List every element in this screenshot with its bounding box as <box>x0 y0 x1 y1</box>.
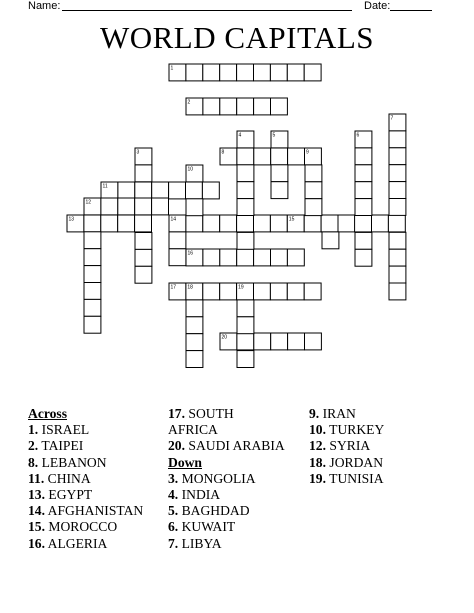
grid-cell[interactable] <box>186 64 203 81</box>
clue-item <box>28 471 143 487</box>
clue-text: TUNISIA <box>326 470 384 486</box>
grid-cell[interactable] <box>355 232 372 249</box>
clue-item <box>309 438 384 454</box>
clue-text: CHINA <box>44 470 91 486</box>
grid-cell[interactable] <box>389 131 406 148</box>
grid-cell[interactable] <box>203 249 220 266</box>
grid-cell[interactable] <box>355 148 372 165</box>
cell-number: 8 <box>221 149 225 156</box>
grid-cell[interactable] <box>271 182 288 199</box>
grid-cell[interactable] <box>186 215 203 232</box>
grid-cell[interactable] <box>389 249 406 266</box>
clue-number: 17. <box>168 406 185 421</box>
cell-number: 14 <box>170 216 177 223</box>
grid-cell[interactable] <box>84 232 101 249</box>
clue-number: 6. <box>168 519 179 535</box>
clue-text: TAIPEI <box>38 438 84 454</box>
grid-cell[interactable] <box>237 317 254 334</box>
clue-number: 2. <box>28 438 39 454</box>
cell-number: 19 <box>238 284 244 291</box>
grid-cell[interactable] <box>220 283 237 300</box>
grid-cell[interactable] <box>254 98 271 115</box>
clue-number: 3. <box>168 470 179 486</box>
clue-text: ISRAEL <box>38 422 90 438</box>
grid-cell[interactable] <box>135 249 152 266</box>
page-title: WORLD CAPITALS <box>99 20 375 55</box>
grid-cell[interactable] <box>254 215 271 232</box>
clues-column-2 <box>168 406 285 552</box>
grid-cell[interactable] <box>135 266 152 283</box>
clue-item <box>309 406 384 422</box>
clue-item <box>168 503 285 519</box>
grid-cell[interactable] <box>152 182 169 199</box>
grid-cell[interactable] <box>237 232 254 249</box>
cell-number: 17 <box>170 284 177 291</box>
grid-cell[interactable] <box>304 64 321 81</box>
grid-cell[interactable] <box>355 182 372 199</box>
cell-number: 7 <box>390 115 394 122</box>
grid-cell[interactable] <box>305 182 322 199</box>
clue-item <box>28 455 143 471</box>
grid-cell[interactable] <box>237 333 254 350</box>
grid-cell[interactable] <box>355 249 372 266</box>
clue-number: 12. <box>309 438 326 454</box>
clue-item <box>309 422 384 438</box>
grid-cell[interactable] <box>101 215 118 232</box>
grid-cell[interactable] <box>220 98 237 115</box>
grid-cell[interactable] <box>186 199 203 216</box>
grid-cell[interactable] <box>220 64 237 81</box>
grid-cell[interactable] <box>84 266 101 283</box>
clue-number: 14. <box>28 503 45 519</box>
grid-cell[interactable] <box>118 198 135 215</box>
grid-cell[interactable] <box>305 165 322 182</box>
grid-cell[interactable] <box>186 351 203 368</box>
cell-number: 10 <box>187 166 194 173</box>
clue-item <box>28 503 143 519</box>
clue-item <box>168 536 285 552</box>
clue-item <box>309 455 384 471</box>
clue-item <box>28 536 143 552</box>
clue-text: AFRICA <box>168 422 218 438</box>
grid-cell[interactable] <box>254 249 271 266</box>
cell-number: 1 <box>170 65 174 72</box>
grid-cell[interactable] <box>237 64 254 81</box>
clue-text: SOUTH <box>185 406 234 421</box>
cell-number: 11 <box>102 183 108 190</box>
clue-item <box>28 422 143 438</box>
clue-number: 20. <box>168 438 185 454</box>
grid-cell[interactable] <box>254 148 271 165</box>
clue-number: 13. <box>28 487 45 503</box>
cell-number: 13 <box>68 216 75 223</box>
grid-cell[interactable] <box>389 182 406 199</box>
grid-cell[interactable] <box>237 98 254 115</box>
clue-number: 1. <box>28 422 39 438</box>
cell-number: 18 <box>187 284 193 291</box>
grid-cell[interactable] <box>186 182 203 199</box>
cell-number: 20 <box>221 334 228 341</box>
grid-cell[interactable] <box>355 165 372 182</box>
grid-cell[interactable] <box>288 333 305 350</box>
clue-number: 5. <box>168 503 179 519</box>
grid-cell[interactable] <box>287 64 304 81</box>
clue-text: BAGHDAD <box>178 503 250 519</box>
clue-text: LIBYA <box>178 535 222 551</box>
grid-cell[interactable] <box>271 249 288 266</box>
clue-number: 9. <box>309 406 320 421</box>
cell-number: 3 <box>136 149 140 156</box>
clue-item <box>168 406 285 422</box>
grid-cell[interactable] <box>237 165 254 182</box>
grid-cell[interactable] <box>186 334 203 351</box>
grid-cell[interactable] <box>237 199 254 216</box>
clue-item <box>28 519 143 535</box>
cell-number: 12 <box>85 199 92 206</box>
clue-text: ALGERIA <box>45 535 108 551</box>
grid-cell[interactable] <box>152 198 169 215</box>
clue-item <box>168 422 285 438</box>
grid-cell[interactable] <box>288 148 305 165</box>
clue-text: MONGOLIA <box>178 470 256 486</box>
grid-cell[interactable] <box>186 300 203 317</box>
grid-cell[interactable] <box>237 182 254 199</box>
clue-number: 10. <box>309 422 326 438</box>
grid-cell[interactable] <box>388 215 405 232</box>
clue-text: SAUDI ARABIA <box>185 438 285 454</box>
grid-cell[interactable] <box>202 182 219 199</box>
cell-number: 16 <box>187 250 194 257</box>
grid-cell[interactable] <box>254 64 271 81</box>
grid-cell[interactable] <box>271 333 288 350</box>
name-label: Name: <box>28 0 61 12</box>
grid-cell[interactable] <box>270 283 287 300</box>
clue-number: 19. <box>309 470 326 486</box>
grid-cell[interactable] <box>270 64 287 81</box>
grid-cell[interactable] <box>237 300 254 317</box>
grid-cell[interactable] <box>322 232 339 249</box>
grid-cell[interactable] <box>135 198 152 215</box>
grid-cell[interactable] <box>287 249 304 266</box>
clues-column-3 <box>309 406 384 487</box>
grid-cell[interactable] <box>135 215 152 232</box>
cell-number: 5 <box>272 132 276 139</box>
clue-item <box>168 519 285 535</box>
clue-number: 11. <box>28 470 45 486</box>
grid-cell[interactable] <box>135 182 152 199</box>
clue-text: LEBANON <box>38 454 107 470</box>
grid-cell[interactable] <box>220 215 237 232</box>
grid-cell[interactable] <box>389 232 406 249</box>
clue-number: 18. <box>309 454 326 470</box>
grid-cell[interactable] <box>84 215 101 232</box>
grid-cell[interactable] <box>237 215 254 232</box>
grid-cell[interactable] <box>355 215 372 232</box>
grid-cell[interactable] <box>84 316 101 333</box>
grid-cell[interactable] <box>203 283 220 300</box>
grid-cell[interactable] <box>254 283 271 300</box>
grid-cell[interactable] <box>305 333 322 350</box>
clue-text: SYRIA <box>326 438 371 454</box>
clue-text: JORDAN <box>326 454 384 470</box>
grid-cell[interactable] <box>321 215 338 232</box>
cell-number: 6 <box>356 132 360 139</box>
cell-number: 2 <box>187 99 191 106</box>
grid-cell[interactable] <box>389 283 406 300</box>
grid-cell[interactable] <box>305 199 322 216</box>
clue-item <box>309 471 384 487</box>
cell-number: 4 <box>238 132 242 139</box>
clue-number: 16. <box>28 535 45 551</box>
grid-cell[interactable] <box>84 249 101 266</box>
grid-cell[interactable] <box>203 215 220 232</box>
clue-text: IRAN <box>319 406 356 421</box>
grid-cell[interactable] <box>389 199 406 216</box>
clue-text: AFGHANISTAN <box>45 503 144 519</box>
grid-cell[interactable] <box>84 283 101 300</box>
clue-text: INDIA <box>178 487 221 503</box>
grid-cell[interactable] <box>220 249 237 266</box>
grid-cell[interactable] <box>271 98 288 115</box>
cell-number: 9 <box>306 149 309 156</box>
grid-cell[interactable] <box>389 165 406 182</box>
clue-item <box>168 487 285 503</box>
clue-item <box>28 438 143 454</box>
clue-number: 7. <box>168 535 179 551</box>
grid-cell[interactable] <box>203 64 220 81</box>
grid-cell[interactable] <box>135 233 152 250</box>
grid-cell[interactable] <box>237 148 254 165</box>
grid-cell[interactable] <box>186 317 203 334</box>
across-heading: Across <box>28 406 68 421</box>
grid-cell[interactable] <box>118 215 135 232</box>
grid-cell[interactable] <box>84 299 101 316</box>
grid-cell[interactable] <box>270 215 287 232</box>
grid-cell[interactable] <box>135 165 152 182</box>
grid-cell[interactable] <box>389 148 406 165</box>
grid-cell[interactable] <box>169 232 186 249</box>
clue-item <box>28 487 143 503</box>
grid-cell[interactable] <box>304 283 321 300</box>
grid-cell[interactable] <box>287 283 304 300</box>
clue-text: TURKEY <box>326 422 385 438</box>
grid-cell[interactable] <box>169 182 186 199</box>
clue-number: 4. <box>168 487 179 503</box>
down-heading: Down <box>168 454 202 470</box>
grid-cell[interactable] <box>237 249 254 266</box>
grid-cell[interactable] <box>355 199 372 216</box>
grid-cell[interactable] <box>271 148 288 165</box>
grid-cell[interactable] <box>101 198 118 215</box>
clue-number: 8. <box>28 454 39 470</box>
grid-cell[interactable] <box>271 165 288 182</box>
clue-text: KUWAIT <box>178 519 236 535</box>
grid-cell[interactable] <box>118 182 135 199</box>
grid-cell[interactable] <box>254 333 271 350</box>
grid-cell[interactable] <box>372 215 389 232</box>
date-label: Date: <box>364 0 391 12</box>
clue-item <box>168 471 285 487</box>
grid-cell[interactable] <box>169 249 186 266</box>
grid-cell[interactable] <box>203 98 220 115</box>
clue-text: MOROCCO <box>45 519 118 535</box>
clue-text: EGYPT <box>45 487 93 503</box>
grid-cell[interactable] <box>304 215 321 232</box>
clues-column-1 <box>28 406 143 552</box>
cell-number: 15 <box>288 216 295 223</box>
grid-cell[interactable] <box>389 266 406 283</box>
grid-cell[interactable] <box>338 215 355 232</box>
grid-cell[interactable] <box>237 351 254 368</box>
clue-number: 15. <box>28 519 45 535</box>
clue-item <box>168 438 285 454</box>
